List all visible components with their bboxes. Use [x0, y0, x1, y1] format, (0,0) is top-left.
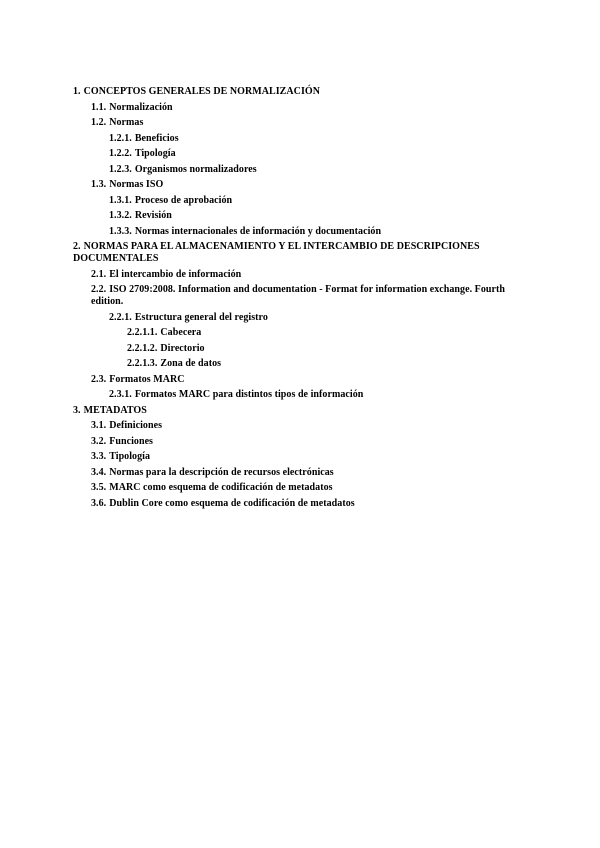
toc-entry-number: 3. [73, 404, 81, 416]
toc-entry-title: MARC como esquema de codificación de metadatos [109, 482, 333, 493]
toc-entry-title: NORMAS PARA EL ALMACENAMIENTO Y EL INTERCAMBIO DE DESCRIPCIONES DOCUMENTALES [73, 241, 480, 264]
toc-entry [73, 226, 533, 238]
toc-entry-title: Beneficios [134, 132, 179, 144]
toc-entry-title: Tipología [134, 148, 176, 159]
toc-entry-number: 2.2.1. [109, 311, 132, 323]
toc-entry [73, 269, 533, 281]
toc-entry-number: 1.3.2. [109, 210, 132, 221]
toc-entry-number: 1. [73, 86, 81, 97]
toc-entry-title: Normas internacionales de información y documentación [134, 225, 382, 237]
toc-entry [73, 343, 533, 355]
toc-entry-number: 2.2.1.2. [127, 342, 158, 354]
toc-entry [73, 374, 533, 386]
toc-entry-title: Tipología [109, 451, 151, 462]
toc-entry-title: El intercambio de información [109, 268, 242, 280]
toc-entry [73, 498, 533, 510]
toc-entry-number: 3.2. [91, 435, 107, 447]
toc-entry [73, 148, 533, 160]
toc-entry-title: Normas ISO [109, 179, 164, 190]
toc-entry-number: 1.3.1. [109, 194, 132, 206]
toc-entry [73, 210, 533, 222]
toc-entry-title: Normalización [109, 101, 173, 113]
toc-entry-title: Normas para la descripción de recursos electrónicas [109, 466, 334, 478]
toc-entry [73, 451, 533, 463]
toc-entry [73, 241, 533, 265]
toc-entry [73, 436, 533, 448]
toc-entry-title: CONCEPTOS GENERALES DE NORMALIZACIÓN [83, 86, 320, 97]
toc-entry [73, 133, 533, 145]
toc-entry-number: 3.1. [91, 420, 107, 431]
toc-entry-title: Directorio [160, 342, 205, 354]
toc-entry [73, 327, 533, 339]
toc-entry-number: 1.2.2. [109, 148, 132, 159]
toc-entry-title: Normas [109, 117, 144, 128]
toc-entry-title: Proceso de aprobación [134, 194, 233, 206]
toc-entry [73, 467, 533, 479]
toc-entry [73, 195, 533, 207]
toc-entry [73, 284, 533, 308]
toc-entry-number: 1.3.3. [109, 225, 132, 237]
toc-entry-title: Organismos normalizadores [134, 163, 257, 175]
toc-entry-title: Estructura general del registro [134, 311, 268, 323]
toc-entry-number: 1.3. [91, 179, 107, 190]
toc-entry-title: METADATOS [83, 404, 147, 416]
toc-entry-title: Formatos MARC para distintos tipos de información [134, 389, 364, 400]
toc-entry-title: Dublin Core como esquema de codificación de metadatos [109, 497, 355, 509]
toc-entry [73, 389, 533, 401]
toc-entry-number: 2.1. [91, 268, 107, 280]
toc-entry-number: 3.4. [91, 466, 107, 478]
toc-entry-title: Cabecera [160, 327, 202, 338]
toc-entry [73, 86, 533, 98]
toc-entry-number: 2.2.1.3. [127, 358, 158, 369]
toc-entry-number: 2.2. [91, 284, 107, 295]
toc-entry-number: 1.2.3. [109, 163, 132, 175]
toc-entry-number: 2. [73, 241, 81, 252]
toc-entry-title: Formatos MARC [109, 373, 185, 385]
toc-entry-title: Zona de datos [160, 358, 222, 369]
toc-entry [73, 117, 533, 129]
toc-entry [73, 358, 533, 370]
toc-entry-number: 3.6. [91, 497, 107, 509]
toc-entry [73, 482, 533, 494]
toc-entry-number: 2.3. [91, 373, 107, 385]
toc-entry-number: 1.2. [91, 117, 107, 128]
toc-entry-number: 1.1. [91, 101, 107, 113]
toc-entry-title: Revisión [134, 210, 172, 221]
toc-entry-number: 2.3.1. [109, 389, 132, 400]
toc-entry-title: Funciones [109, 435, 153, 447]
table-of-contents [73, 86, 533, 513]
toc-entry-number: 1.2.1. [109, 132, 132, 144]
toc-entry-number: 3.3. [91, 451, 107, 462]
toc-entry [73, 420, 533, 432]
toc-entry-title: Definiciones [109, 420, 163, 431]
toc-entry-number: 3.5. [91, 482, 107, 493]
toc-entry [73, 164, 533, 176]
toc-entry [73, 405, 533, 417]
toc-entry [73, 179, 533, 191]
toc-entry [73, 312, 533, 324]
toc-entry [73, 102, 533, 114]
toc-entry-title: ISO 2709:2008. Information and documentation - Format for information exchange. Fourth edition. [91, 284, 505, 307]
toc-entry-number: 2.2.1.1. [127, 327, 158, 338]
